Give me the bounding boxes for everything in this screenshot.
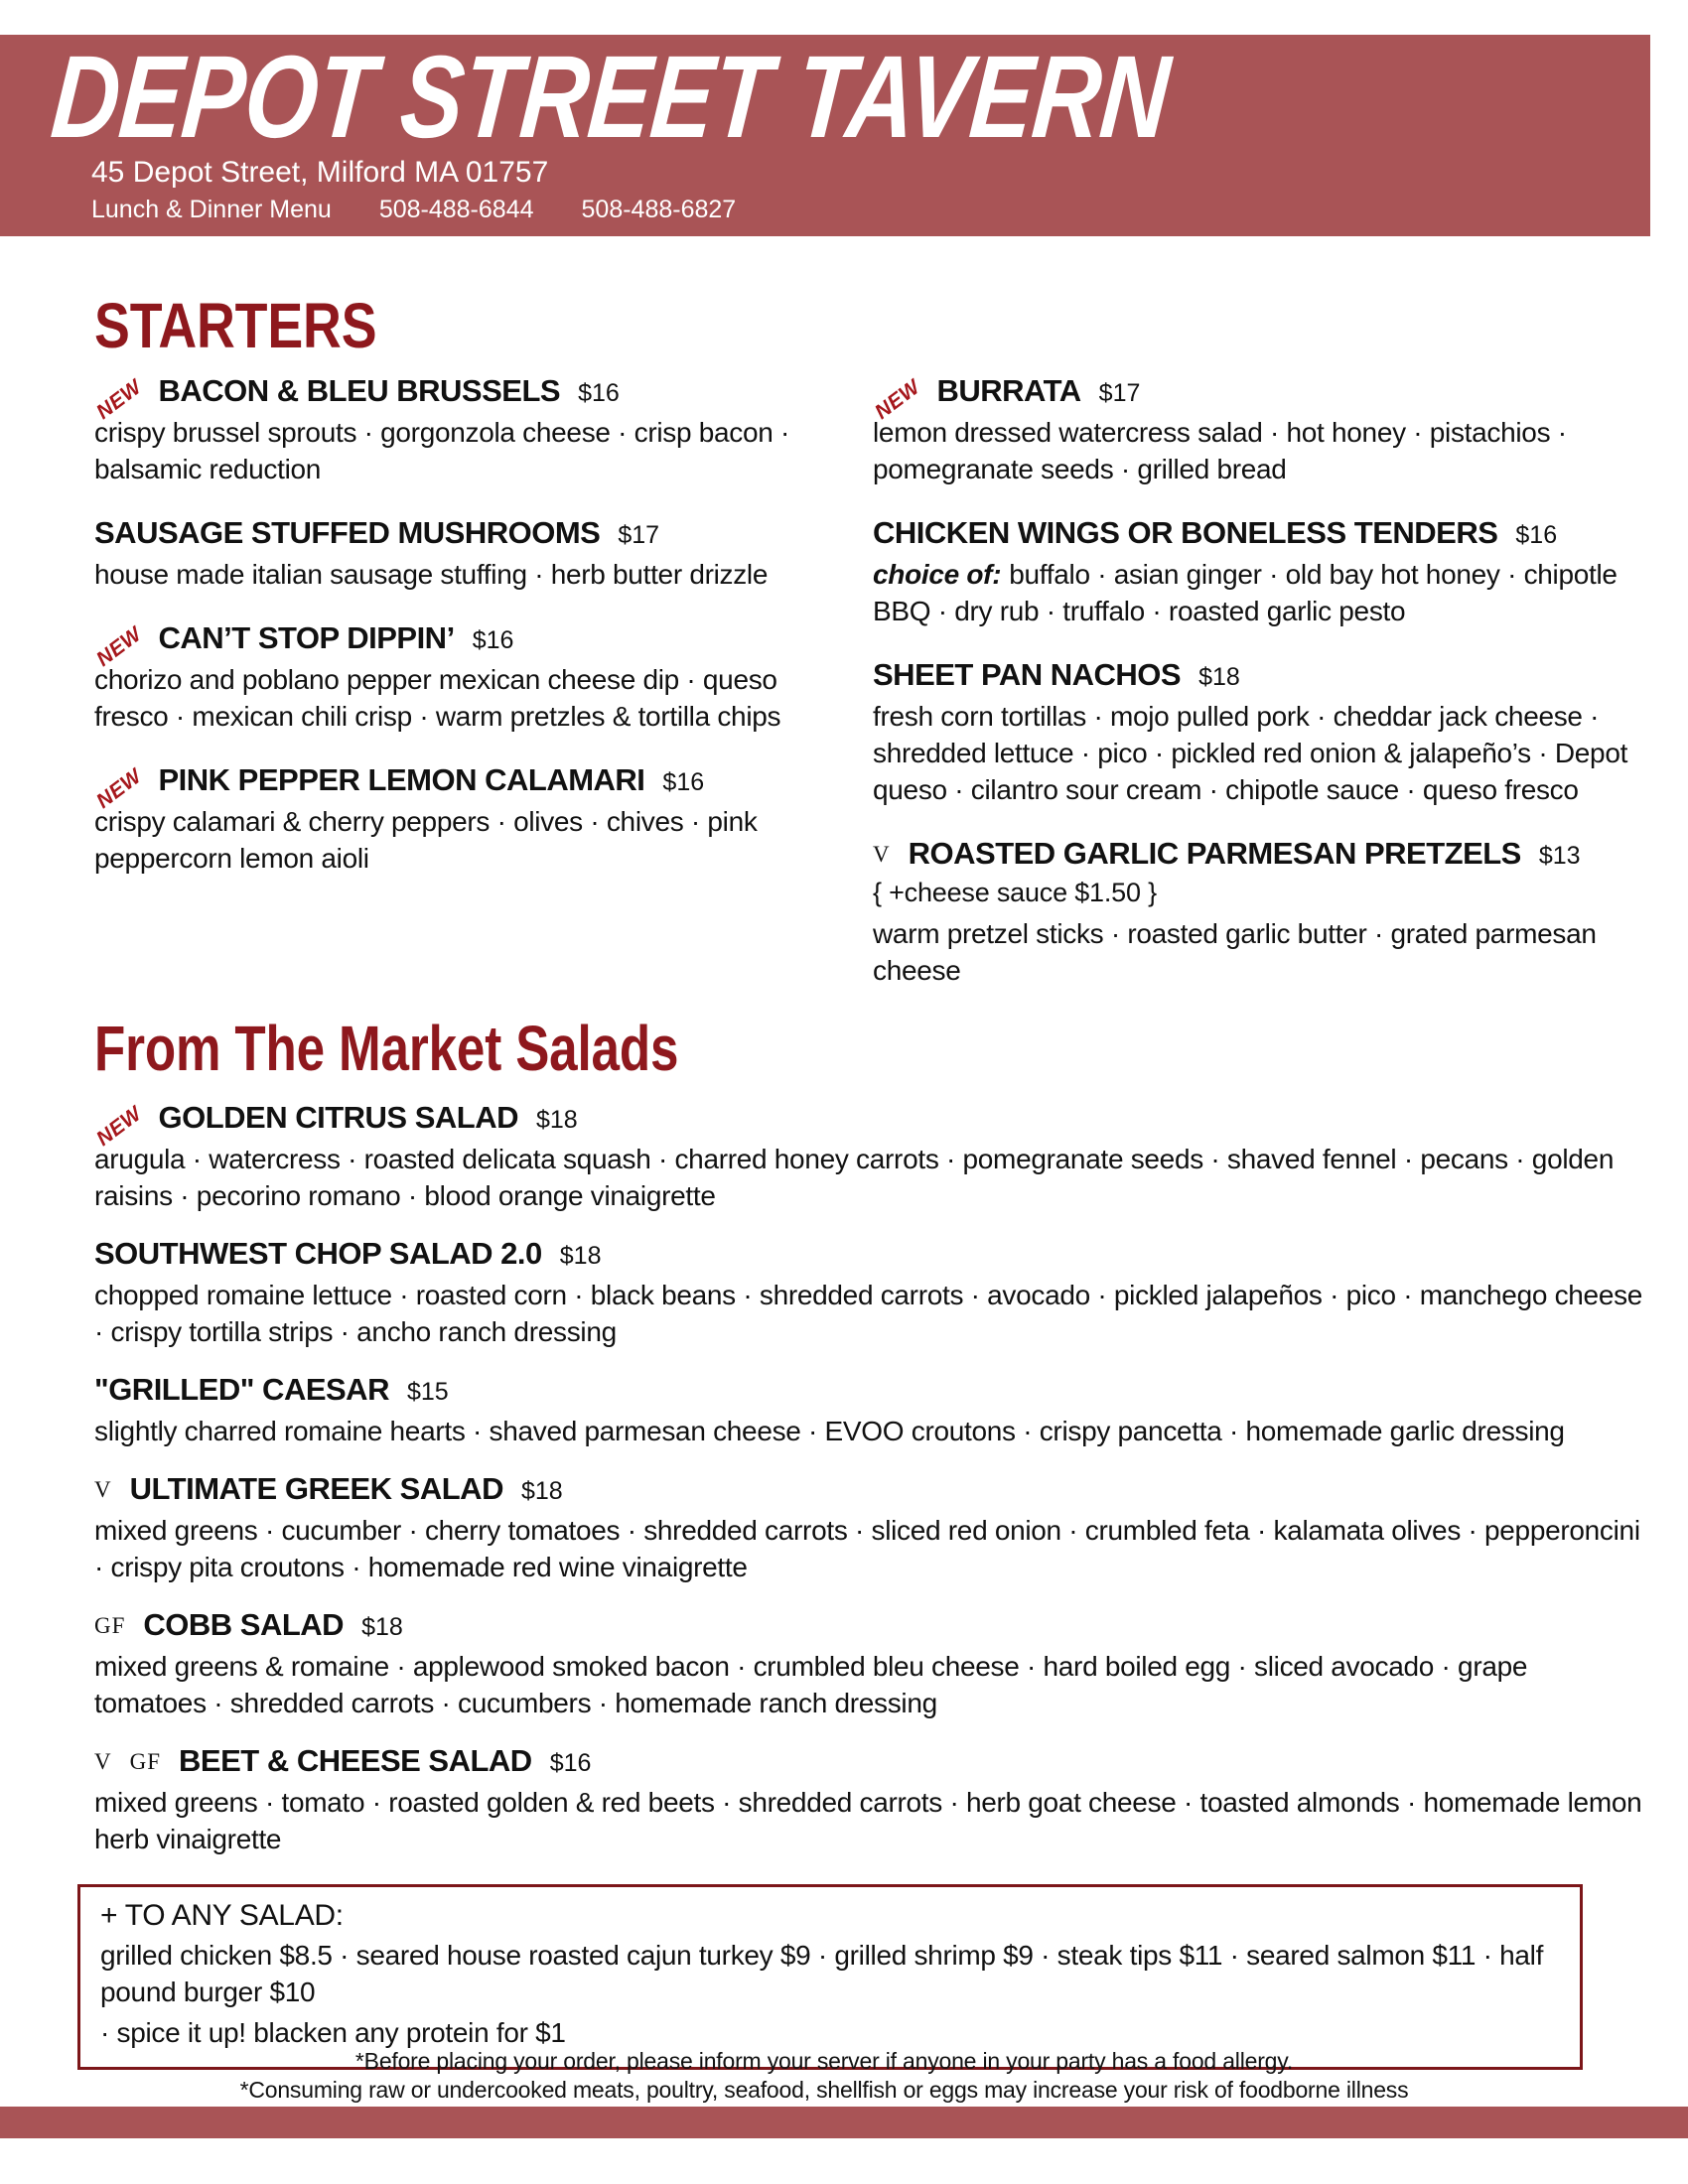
item-title-row: [94, 1743, 1643, 1779]
header-subline: [91, 196, 736, 224]
salad-addons-proteins: grilled chicken $8.5 · seared house roasted cajun turkey $9 · grilled shrimp $9 · steak tips $11 · seared salmon $11 · half pound burger $10: [100, 1940, 1544, 2007]
item-name: "GRILLED" CAESAR: [94, 1372, 389, 1407]
item-price: $18: [520, 1477, 563, 1505]
item-name: BACON & BLEU BRUSSELS: [158, 373, 561, 408]
salad-addons-box: [77, 1884, 1583, 2070]
restaurant-title: DEPOT STREET TAVERN: [47, 32, 1175, 163]
item-price: $18: [1198, 663, 1240, 691]
item-title-row: [873, 657, 1648, 693]
menu-item-cobb-salad: [94, 1607, 1643, 1721]
item-price: $16: [662, 768, 705, 796]
new-badge: NEW: [91, 764, 147, 813]
menu-item-burrata: [870, 373, 1648, 487]
vegetarian-marker: V: [94, 1749, 112, 1774]
item-title-row: [91, 1100, 1643, 1151]
item-addon-note: { +cheese sauce $1.50 }: [873, 878, 1157, 907]
item-price: $16: [472, 626, 514, 654]
item-name: PINK PEPPER LEMON CALAMARI: [158, 762, 645, 797]
menu-item-roasted-garlic-parmesan-pretzels: [873, 836, 1648, 989]
new-badge: NEW: [870, 375, 925, 424]
item-title-row: [94, 515, 831, 551]
item-title-row: [91, 620, 831, 671]
item-description: crispy brussel sprouts · gorgonzola cheese · crisp bacon · balsamic reduction: [94, 417, 790, 484]
phone-number-2: 508-488-6827: [581, 196, 737, 223]
starters-columns: [91, 373, 1648, 1017]
item-description: arugula · watercress · roasted delicata squash · charred honey carrots · pomegranate seeds · shaved fennel · pecans · golden raisins · pecorino romano · blood orange vinaigrette: [94, 1144, 1615, 1211]
starters-left-column: [91, 373, 831, 1017]
item-description: mixed greens · cucumber · cherry tomatoes · shredded carrots · sliced red onion · crumbled feta · kalamata olives · pepperoncini · crispy pita croutons · homemade red wine vinaigrette: [94, 1515, 1640, 1582]
item-description: lemon dressed watercress salad · hot honey · pistachios · pomegranate seeds · grilled bread: [873, 417, 1567, 484]
item-name: BEET & CHEESE SALAD: [179, 1743, 532, 1778]
menu-item-sausage-stuffed-mushrooms: [94, 515, 831, 593]
menu-item-beet-cheese-salad: [94, 1743, 1643, 1857]
phone-number-1: 508-488-6844: [378, 196, 534, 223]
item-description: [873, 556, 1648, 629]
item-price: $13: [1538, 842, 1581, 870]
item-name: CAN’T STOP DIPPIN’: [158, 620, 455, 655]
menu-item-pink-pepper-lemon-calamari: [91, 762, 831, 877]
item-description: mixed greens · tomato · roasted golden & red beets · shredded carrots · herb goat cheese · toasted almonds · homemade lemon herb vinaigrette: [94, 1787, 1642, 1854]
salads-list: [91, 1100, 1643, 1857]
item-title-row: [91, 762, 831, 813]
salads-heading: From The Market Salads: [94, 1013, 679, 1084]
item-description: fresh corn tortillas · mojo pulled pork · cheddar jack cheese · shredded lettuce · pico · pickled red onion & jalapeño’s · Depot queso · cilantro sour cream · chipotle sauce · queso fresco: [873, 701, 1628, 805]
item-price: $15: [406, 1378, 449, 1406]
item-price: $16: [549, 1749, 592, 1777]
item-title-row: [94, 1607, 1643, 1643]
item-name: COBB SALAD: [143, 1607, 345, 1642]
item-description: slightly charred romaine hearts · shaved parmesan cheese · EVOO croutons · crispy pancetta · homemade garlic dressing: [94, 1416, 1565, 1446]
item-description: chopped romaine lettuce · roasted corn · black beans · shredded carrots · avocado · pickled jalapeños · pico · manchego cheese · crispy tortilla strips · ancho ranch dressing: [94, 1280, 1643, 1347]
vegetarian-marker: V: [94, 1477, 112, 1502]
item-price: $18: [536, 1106, 578, 1134]
item-title-row: [91, 373, 831, 424]
starters-section: [91, 290, 1648, 1017]
item-price: $16: [1515, 521, 1558, 549]
choice-of-label: choice of:: [873, 559, 1002, 590]
vegetarian-marker: V: [873, 842, 891, 867]
item-title-row: [870, 373, 1648, 424]
item-price: $18: [559, 1242, 602, 1270]
new-badge: NEW: [91, 375, 147, 424]
item-price: $17: [618, 521, 660, 549]
bottom-accent-bar: [0, 2107, 1688, 2138]
gluten-free-marker: GF: [129, 1749, 162, 1774]
item-description: crispy calamari & cherry peppers · olives · chives · pink peppercorn lemon aioli: [94, 806, 758, 874]
item-title-row: [94, 1236, 1643, 1272]
item-description: mixed greens & romaine · applewood smoked bacon · crumbled bleu cheese · hard boiled egg · sliced avocado · grape tomatoes · shredded carrots · cucumbers · homemade ranch dressing: [94, 1651, 1528, 1718]
item-name: ULTIMATE GREEK SALAD: [129, 1471, 503, 1506]
item-title-row: [873, 515, 1648, 551]
header-band: [0, 32, 1650, 236]
item-name: SHEET PAN NACHOS: [873, 657, 1182, 692]
menu-item-bacon-bleu-brussels: [91, 373, 831, 487]
foodborne-illness-line: *Consuming raw or undercooked meats, poultry, seafood, shellfish or eggs may increase your risk of foodborne illness: [239, 2077, 1409, 2103]
item-name: SOUTHWEST CHOP SALAD 2.0: [94, 1236, 542, 1271]
new-badge: NEW: [91, 622, 147, 671]
new-badge: NEW: [91, 1102, 147, 1151]
salad-addons-title: + TO ANY SALAD:: [100, 1899, 344, 1932]
restaurant-address: 45 Depot Street, Milford MA 01757: [91, 156, 549, 189]
item-description: house made italian sausage stuffing · herb butter drizzle: [94, 559, 769, 590]
item-title-row: [873, 836, 1648, 872]
salads-section: [91, 1013, 1643, 1879]
item-title-row: [94, 1372, 1643, 1408]
gluten-free-marker: GF: [94, 1613, 126, 1638]
item-name: BURRATA: [936, 373, 1081, 408]
menu-item-chicken-wings: [873, 515, 1648, 629]
menu-item-ultimate-greek-salad: [94, 1471, 1643, 1585]
item-price: $16: [578, 379, 620, 407]
item-description-text: buffalo · asian ginger · old bay hot honey · chipotle BBQ · dry rub · truffalo · roasted garlic pesto: [873, 559, 1618, 626]
menu-item-grilled-caesar: [94, 1372, 1643, 1449]
item-name: GOLDEN CITRUS SALAD: [158, 1100, 518, 1135]
starters-right-column: [870, 373, 1648, 1017]
item-name: SAUSAGE STUFFED MUSHROOMS: [94, 515, 601, 550]
item-name: ROASTED GARLIC PARMESAN PRETZELS: [908, 836, 1521, 871]
menu-item-southwest-chop-salad: [94, 1236, 1643, 1350]
menu-type-label: Lunch & Dinner Menu: [91, 196, 332, 223]
menu-item-sheet-pan-nachos: [873, 657, 1648, 808]
starters-heading: STARTERS: [94, 290, 377, 361]
menu-item-golden-citrus-salad: [91, 1100, 1643, 1214]
allergy-line: *Before placing your order, please inform your server if anyone in your party has a food allergy.: [354, 2048, 1294, 2074]
item-price: $17: [1098, 379, 1141, 407]
menu-item-cant-stop-dippin: [91, 620, 831, 735]
item-description: warm pretzel sticks · roasted garlic butter · grated parmesan cheese: [873, 918, 1597, 986]
item-description: chorizo and poblano pepper mexican cheese dip · queso fresco · mexican chili crisp · warm pretzles & tortilla chips: [94, 664, 781, 732]
allergy-disclaimer: [0, 2047, 1648, 2105]
item-title-row: [94, 1471, 1643, 1507]
item-price: $18: [361, 1613, 403, 1641]
item-name: CHICKEN WINGS OR BONELESS TENDERS: [873, 515, 1498, 550]
salad-addons-spice-note: · spice it up! blacken any protein for $1: [100, 2017, 566, 2048]
